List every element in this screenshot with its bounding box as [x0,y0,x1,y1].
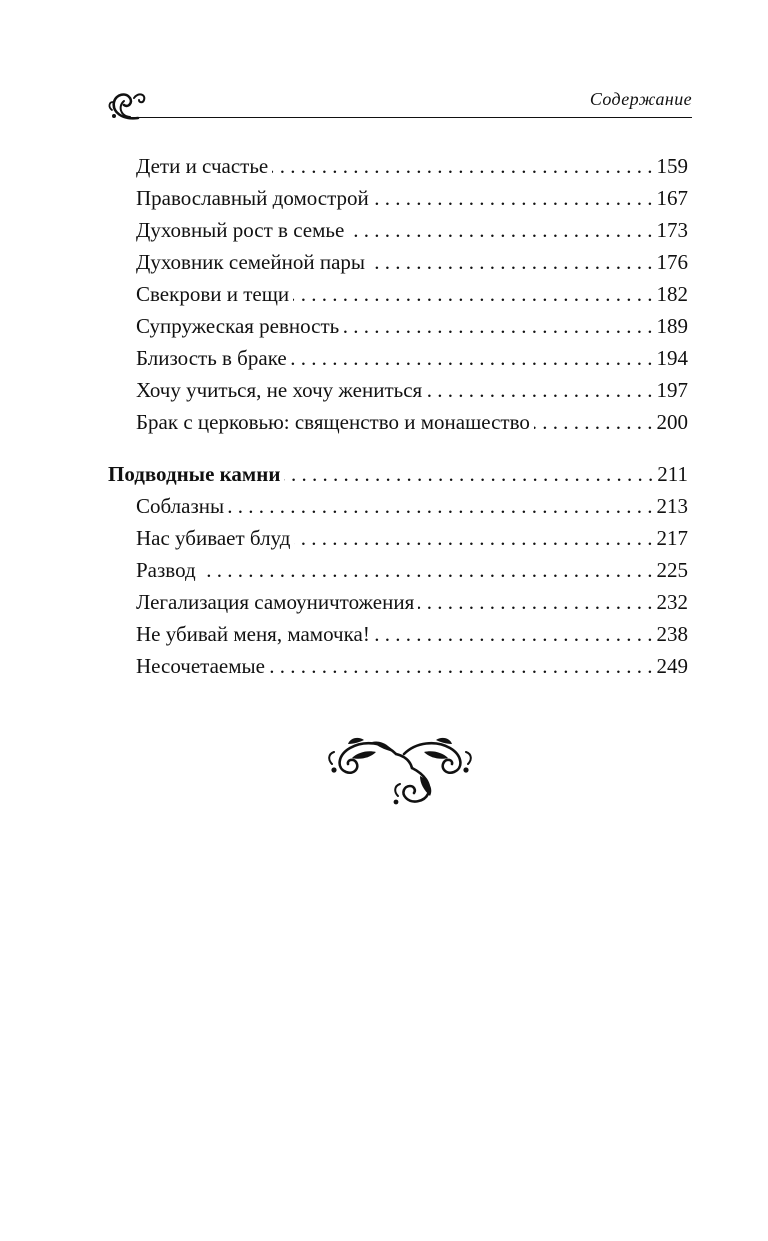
toc-entry-page: 189 [656,314,688,338]
page-title: Содержание [589,89,692,109]
fleuron-ornament-icon [324,730,476,810]
dot-leader [272,150,652,182]
dot-leader [426,374,652,406]
toc-entry-title: Духовник семейной пары [136,250,366,274]
toc-entry[interactable] [108,278,688,310]
toc-entry[interactable] [108,406,688,438]
toc-entry-title: Супружеская ревность [136,314,340,338]
toc-entry-title: Свекрови и тещи [136,282,290,306]
header-rule [138,117,692,118]
toc-entry[interactable] [108,490,688,522]
toc-entry[interactable] [108,150,688,182]
dot-leader [374,618,653,650]
dot-leader [291,342,653,374]
toc-entry-page: 176 [656,250,688,274]
dot-leader [269,650,653,682]
dot-leader [228,490,652,522]
toc-entry[interactable] [108,310,688,342]
toc-entry-title: Не убивай меня, мамочка! [136,622,370,646]
dot-leader [343,310,652,342]
dot-leader [534,406,653,438]
toc-heading-title: Подводные камни [108,462,281,486]
dot-leader [369,246,652,278]
toc-entry-title: Хочу учиться, не хочу жениться [136,378,423,402]
toc-entry-page: 217 [656,526,688,550]
toc-entry-title: Православный домострой [136,186,369,210]
toc-entry[interactable] [108,650,688,682]
toc-entry-title: Соблазны [136,494,225,518]
toc-entry-title: Нас убивает блуд [136,526,291,550]
toc-entry-page: 249 [656,654,688,678]
toc-entry-page: 213 [656,494,688,518]
toc-entry-title: Брак с церковью: священство и монашество [136,410,530,434]
dot-leader [284,458,653,490]
toc-entry-page: 200 [656,410,688,434]
toc-entry-title: Развод [136,558,196,582]
toc-entry-page: 167 [656,186,688,210]
toc-entry[interactable] [108,182,688,214]
toc-entry-page: 232 [656,590,688,614]
toc-entry-title: Легализация самоуничтожения [136,590,415,614]
toc-entry[interactable] [108,214,688,246]
running-header [108,84,692,124]
toc-entry[interactable] [108,522,688,554]
toc-entry-page: 173 [656,218,688,242]
toc-entry-title: Несочетаемые [136,654,265,678]
toc-entry-page: 159 [656,154,688,178]
toc-entry-page: 197 [656,378,688,402]
toc-heading-page: 211 [657,462,688,486]
toc-entry[interactable] [108,618,688,650]
toc-entry[interactable] [108,586,688,618]
toc-entry-page: 238 [656,622,688,646]
table-of-contents [108,150,688,682]
dot-leader [200,554,653,586]
toc-entry[interactable] [108,374,688,406]
dot-leader [293,278,652,310]
toc-entry-page: 182 [656,282,688,306]
toc-section [108,458,688,682]
dot-leader [418,586,652,618]
toc-section [108,150,688,438]
toc-section-heading[interactable] [108,458,688,490]
dot-leader [294,522,652,554]
toc-entry[interactable] [108,342,688,374]
toc-entry[interactable] [108,246,688,278]
toc-entry-page: 225 [656,558,688,582]
toc-entry-title: Духовный рост в семье [136,218,345,242]
toc-entry-title: Близость в браке [136,346,287,370]
toc-entry-title: Дети и счастье [136,154,269,178]
dot-leader [373,182,653,214]
toc-entry-page: 194 [656,346,688,370]
toc-entry[interactable] [108,554,688,586]
dot-leader [348,214,652,246]
floral-swirl-icon [108,90,152,124]
